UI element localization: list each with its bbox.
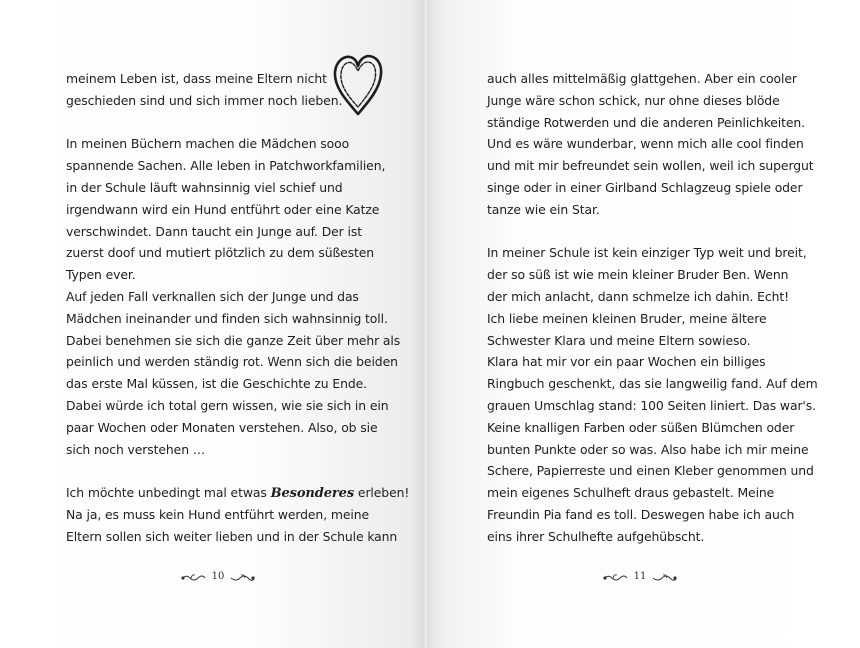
text-line: paar Wochen oder Monaten verstehen. Also, ob sie	[66, 419, 378, 435]
right-page-text	[487, 68, 818, 548]
text-line: Eltern sollen sich weiter lieben und in der Schule kann	[66, 528, 398, 544]
text-line: sich noch verstehen …	[66, 441, 206, 457]
text-line: Schere, Papierreste und einen Kleber genommen und	[487, 463, 814, 479]
text-line: mein eigenes Schulheft draus gebastelt. Meine	[487, 485, 775, 501]
text-line: In meiner Schule ist kein einziger Typ weit und breit,	[487, 245, 807, 261]
text-line: Klara hat mir vor ein paar Wochen ein billiges	[487, 354, 766, 370]
emphasis-word: Besonderes	[270, 486, 355, 502]
text-line: zuerst doof und mutiert plötzlich zu dem süßesten	[66, 245, 375, 261]
vine-ornament-icon	[602, 573, 628, 583]
text-line: peinlich und werden ständig rot. Wenn sich die beiden	[66, 354, 398, 370]
text-line: irgendwann wird ein Hund entführt oder eine Katze	[66, 201, 380, 217]
page-number-left	[180, 570, 256, 586]
vine-ornament-icon	[230, 573, 256, 583]
text-line: bunten Punkte oder so was. Also habe ich mir meine	[487, 441, 809, 457]
text-line: Dabei würde ich total gern wissen, wie sie sich in ein	[66, 397, 389, 413]
page-number: 11	[633, 571, 647, 582]
vine-ornament-icon	[652, 573, 678, 583]
text-line: Ringbuch geschenkt, das sie langweilig fand. Auf dem	[487, 376, 818, 392]
text-line: singe oder in einer Girlband Schlagzeug spiele oder	[487, 179, 803, 195]
text-line: Auf jeden Fall verknallen sich der Junge und das	[66, 288, 359, 304]
text-line: eins ihrer Schulhefte aufgehübscht.	[487, 528, 705, 544]
text-line: und mit mir befreundet sein wollen, weil ich supergut	[487, 158, 814, 174]
text-line: Schwester Klara und meine Eltern sowieso.	[487, 332, 751, 348]
page-number: 10	[211, 571, 225, 582]
book-gutter	[423, 0, 429, 648]
text-line: grauen Umschlag stand: 100 Seiten liniert. Das war's.	[487, 397, 816, 413]
left-page-text	[66, 68, 409, 548]
text-line: Junge wäre schon schick, nur ohne dieses blöde	[487, 92, 780, 108]
text-line: ständige Rotwerden und die anderen Peinlichkeiten.	[487, 114, 806, 130]
text-run: erleben!	[354, 485, 410, 501]
text-line-with-emphasis	[66, 482, 409, 504]
text-line: Typen ever.	[66, 267, 136, 283]
text-line: In meinen Büchern machen die Mädchen sooo	[66, 136, 350, 152]
text-line: tanze wie ein Star.	[487, 201, 600, 217]
text-line: in der Schule läuft wahnsinnig viel schief und	[66, 179, 343, 195]
text-line: Und es wäre wunderbar, wenn mich alle cool finden	[487, 136, 804, 152]
text-line: Ich liebe meinen kleinen Bruder, meine ältere	[487, 310, 767, 326]
text-line: geschieden sind und sich immer noch lieben.	[66, 92, 343, 108]
text-line: spannende Sachen. Alle leben in Patchworkfamilien,	[66, 158, 386, 174]
text-line: Keine knalligen Farben oder süßen Blümchen oder	[487, 419, 795, 435]
text-line: der mich anlacht, dann schmelze ich dahin. Echt!	[487, 288, 789, 304]
text-line: meinem Leben ist, dass meine Eltern nicht	[66, 71, 327, 86]
text-line: das erste Mal küssen, ist die Geschichte zu Ende.	[66, 376, 367, 392]
text-line: auch alles mittelmäßig glattgehen. Aber ein cooler	[487, 71, 797, 86]
text-run: Ich möchte unbedingt mal etwas	[66, 485, 271, 501]
text-line: der so süß ist wie mein kleiner Bruder Ben. Wenn	[487, 267, 789, 283]
text-line: Mädchen ineinander und finden sich wahnsinnig toll.	[66, 310, 388, 326]
text-line: Dabei benehmen sie sich die ganze Zeit über mehr als	[66, 332, 401, 348]
vine-ornament-icon	[180, 573, 206, 583]
text-line: Na ja, es muss kein Hund entführt werden, meine	[66, 506, 369, 522]
text-line: verschwindet. Dann taucht ein Junge auf. Der ist	[66, 223, 362, 239]
text-line: Freundin Pia fand es toll. Deswegen habe ich auch	[487, 506, 795, 522]
page-number-right	[602, 570, 678, 586]
